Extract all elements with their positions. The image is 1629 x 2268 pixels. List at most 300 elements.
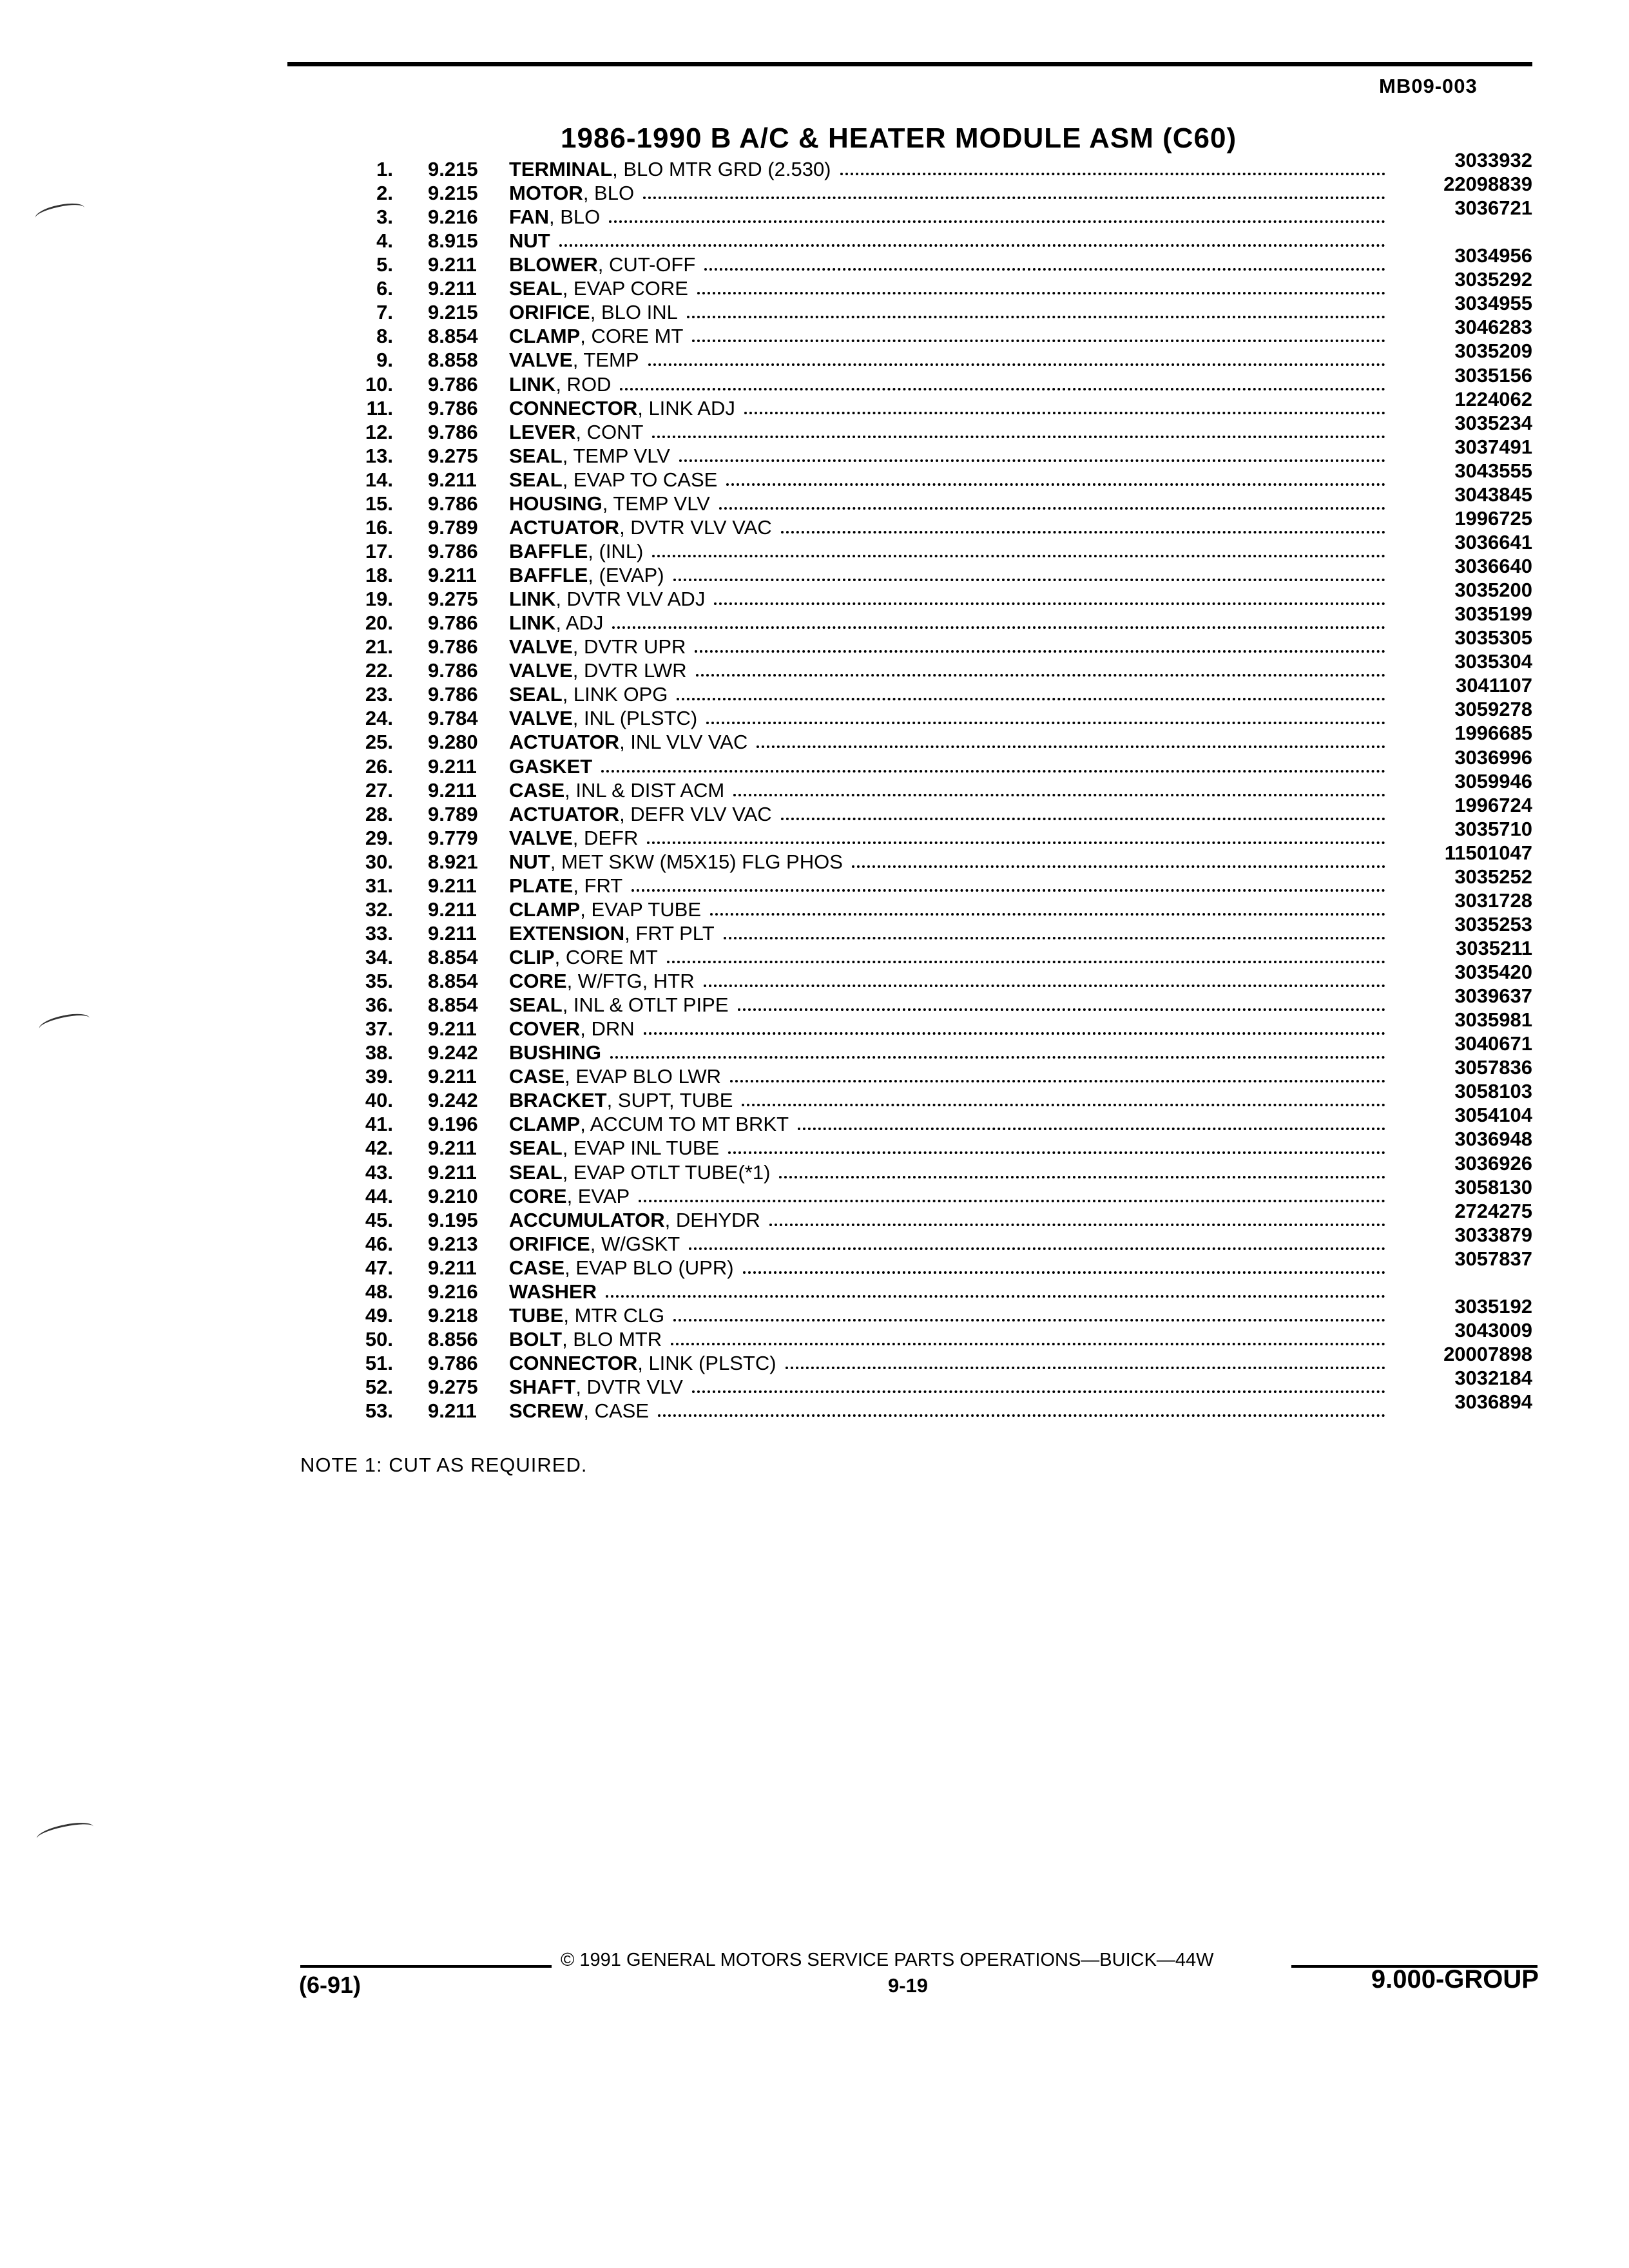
part-description xyxy=(509,1280,597,1303)
part-qualifier: , EVAP INL TUBE xyxy=(562,1137,720,1159)
part-description xyxy=(509,778,724,802)
group-number: 8.915 xyxy=(428,229,478,252)
part-name: VALVE xyxy=(509,659,573,682)
part-description xyxy=(509,1399,649,1423)
part-qualifier: , FRT xyxy=(573,874,623,897)
part-name: CLAMP xyxy=(509,898,581,921)
part-number: 3034955 xyxy=(1454,292,1532,314)
part-row xyxy=(0,436,1629,468)
part-description xyxy=(509,993,729,1017)
dot-leader xyxy=(769,1224,1385,1226)
part-name: MOTOR xyxy=(509,182,583,204)
item-number: 4. xyxy=(376,229,393,252)
item-number: 35. xyxy=(365,970,393,992)
item-number: 38. xyxy=(365,1041,393,1064)
part-qualifier: , CORE MT xyxy=(554,946,658,968)
item-number: 3. xyxy=(376,206,393,228)
part-row xyxy=(0,340,1629,372)
group-number: 9.784 xyxy=(428,707,478,729)
part-name: CONNECTOR xyxy=(509,1352,638,1374)
part-row xyxy=(0,1247,1629,1280)
group-number: 8.921 xyxy=(428,850,478,873)
part-number: 3036721 xyxy=(1454,197,1532,219)
part-row xyxy=(0,483,1629,515)
part-number: 3035156 xyxy=(1454,364,1532,387)
group-number: 9.786 xyxy=(428,683,478,706)
part-description xyxy=(509,205,600,229)
item-number: 47. xyxy=(365,1256,393,1279)
part-qualifier: , INL VLV VAC xyxy=(619,731,748,753)
part-number: 3035420 xyxy=(1454,961,1532,983)
part-qualifier: , DVTR VLV ADJ xyxy=(555,588,706,610)
group-number: 9.211 xyxy=(428,1256,477,1279)
dot-leader xyxy=(704,268,1385,271)
part-qualifier: , LINK OPG xyxy=(562,683,668,706)
item-number: 2. xyxy=(376,182,393,204)
item-number: 26. xyxy=(365,755,393,778)
part-qualifier: , W/FTG, HTR xyxy=(566,970,695,992)
part-description xyxy=(509,1017,635,1041)
item-number: 33. xyxy=(365,922,393,945)
item-number: 12. xyxy=(365,421,393,443)
part-qualifier: , BLO xyxy=(583,182,635,204)
part-row xyxy=(0,1200,1629,1232)
item-number: 36. xyxy=(365,994,393,1016)
item-number: 53. xyxy=(365,1399,393,1422)
part-row xyxy=(0,268,1629,300)
dot-leader xyxy=(673,579,1385,581)
dot-leader xyxy=(719,507,1385,510)
part-description xyxy=(509,1351,776,1375)
part-qualifier: , (EVAP) xyxy=(588,564,664,586)
part-number: 3036996 xyxy=(1454,746,1532,769)
dot-leader xyxy=(786,1367,1385,1369)
dot-leader xyxy=(706,722,1385,724)
part-number: 1996725 xyxy=(1454,507,1532,530)
part-row xyxy=(0,507,1629,539)
part-qualifier: , TEMP xyxy=(572,349,639,371)
part-row xyxy=(0,913,1629,945)
group-number: 9.275 xyxy=(428,1376,478,1398)
part-name: NUT xyxy=(509,229,550,252)
part-description xyxy=(509,181,634,205)
part-name: VALVE xyxy=(509,635,573,658)
part-qualifier: , CUT-OFF xyxy=(597,253,696,276)
item-number: 5. xyxy=(376,253,393,276)
part-row xyxy=(0,1367,1629,1399)
group-number: 9.211 xyxy=(428,253,477,276)
part-name: TUBE xyxy=(509,1304,564,1327)
dot-leader xyxy=(695,650,1385,653)
part-number: 3036640 xyxy=(1454,555,1532,577)
group-number: 9.211 xyxy=(428,755,477,778)
part-qualifier: , CORE MT xyxy=(580,325,684,347)
part-qualifier: , INL & DIST ACM xyxy=(564,779,725,802)
group-number: 9.211 xyxy=(428,898,477,921)
part-qualifier: , CASE xyxy=(583,1399,650,1422)
part-qualifier: , DVTR VLV xyxy=(575,1376,683,1398)
dot-leader xyxy=(644,1032,1385,1035)
group-number: 9.786 xyxy=(428,635,478,658)
item-number: 16. xyxy=(365,516,393,539)
group-number: 9.275 xyxy=(428,588,478,610)
part-name: ORIFICE xyxy=(509,1233,590,1255)
part-number: 3046283 xyxy=(1454,316,1532,338)
dot-leader xyxy=(606,1295,1385,1298)
part-name: VALVE xyxy=(509,827,573,849)
item-number: 44. xyxy=(365,1185,393,1207)
part-qualifier: , ADJ xyxy=(555,611,604,634)
part-description xyxy=(509,1208,760,1232)
binding-mark xyxy=(35,1819,95,1847)
part-name: SEAL xyxy=(509,1137,563,1159)
part-description xyxy=(509,1112,789,1136)
item-number: 48. xyxy=(365,1280,393,1303)
dot-leader xyxy=(714,602,1385,605)
part-description xyxy=(509,898,701,921)
part-name: CLAMP xyxy=(509,1113,581,1135)
group-number: 9.215 xyxy=(428,158,478,180)
dot-leader xyxy=(738,1008,1385,1011)
part-name: SCREW xyxy=(509,1399,584,1422)
part-row xyxy=(0,1104,1629,1136)
dot-leader xyxy=(798,1128,1385,1130)
item-number: 52. xyxy=(365,1376,393,1398)
group-number: 9.211 xyxy=(428,1399,477,1422)
dot-leader xyxy=(852,865,1385,868)
dot-leader xyxy=(730,1080,1385,1082)
part-number: 3036926 xyxy=(1454,1152,1532,1175)
dot-leader xyxy=(639,1200,1385,1202)
group-number: 8.854 xyxy=(428,970,478,992)
group-number: 9.210 xyxy=(428,1185,478,1207)
dot-leader xyxy=(679,459,1385,462)
part-description xyxy=(509,730,747,754)
dot-leader xyxy=(692,340,1385,342)
part-description xyxy=(509,921,715,945)
part-qualifier: , DEHYDR xyxy=(664,1209,760,1231)
group-number: 9.211 xyxy=(428,922,477,945)
part-row xyxy=(0,1224,1629,1256)
item-number: 27. xyxy=(365,779,393,802)
dot-leader xyxy=(610,1056,1385,1059)
dot-leader xyxy=(696,674,1385,677)
group-number: 9.213 xyxy=(428,1233,478,1255)
part-description xyxy=(509,874,622,898)
header-rule xyxy=(287,62,1532,66)
dot-leader xyxy=(742,1104,1385,1106)
part-name: SEAL xyxy=(509,445,563,467)
dot-leader xyxy=(652,436,1385,438)
part-row xyxy=(0,1295,1629,1327)
part-number: 3036894 xyxy=(1454,1390,1532,1413)
part-qualifier: , EVAP CORE xyxy=(562,277,688,300)
item-number: 11. xyxy=(366,397,393,419)
dot-leader xyxy=(652,555,1385,557)
part-number: 3057836 xyxy=(1454,1056,1532,1079)
part-name: CLIP xyxy=(509,946,555,968)
group-number: 9.211 xyxy=(428,874,477,897)
part-name: ACCUMULATOR xyxy=(509,1209,665,1231)
part-number: 3033879 xyxy=(1454,1224,1532,1246)
dot-leader xyxy=(704,985,1385,987)
part-description xyxy=(509,658,687,682)
part-name: CASE xyxy=(509,1065,565,1088)
part-qualifier: , ACCUM TO MT BRKT xyxy=(580,1113,789,1135)
part-row xyxy=(0,149,1629,181)
part-name: TERMINAL xyxy=(509,158,613,180)
part-description xyxy=(509,468,717,492)
part-row xyxy=(0,650,1629,682)
part-row xyxy=(0,1319,1629,1351)
item-number: 18. xyxy=(365,564,393,586)
group-number: 9.196 xyxy=(428,1113,478,1135)
part-row xyxy=(0,841,1629,874)
part-description xyxy=(509,444,670,468)
part-name: SEAL xyxy=(509,683,563,706)
part-number: 3034956 xyxy=(1454,244,1532,267)
dot-leader xyxy=(697,292,1385,294)
part-description xyxy=(509,754,592,778)
part-row xyxy=(0,173,1629,205)
part-qualifier: , LINK (PLSTC) xyxy=(637,1352,776,1374)
part-name: BRACKET xyxy=(509,1089,607,1111)
dot-leader xyxy=(677,698,1385,700)
group-number: 9.786 xyxy=(428,421,478,443)
part-row xyxy=(0,746,1629,778)
part-number: 3059278 xyxy=(1454,698,1532,720)
part-qualifier: , BLO xyxy=(549,206,601,228)
part-row xyxy=(0,674,1629,706)
dot-leader xyxy=(612,626,1385,629)
group-number: 9.786 xyxy=(428,611,478,634)
group-number: 9.211 xyxy=(428,1017,477,1040)
group-number: 9.211 xyxy=(428,564,477,586)
part-number: 22098839 xyxy=(1443,173,1532,195)
copyright-line: © 1991 GENERAL MOTORS SERVICE PARTS OPERATIONS—BUICK—44W xyxy=(561,1950,1214,1970)
part-description xyxy=(509,515,772,539)
part-row xyxy=(0,412,1629,444)
part-row xyxy=(0,794,1629,826)
part-name: CLAMP xyxy=(509,325,581,347)
part-name: GASKET xyxy=(509,755,593,778)
part-qualifier: , DEFR VLV VAC xyxy=(619,803,772,825)
part-number: 3033932 xyxy=(1454,149,1532,171)
part-row xyxy=(0,1390,1629,1423)
part-qualifier: , EVAP OTLT TUBE(*1) xyxy=(562,1161,771,1184)
page-title: 1986-1990 B A/C & HEATER MODULE ASM (C60) xyxy=(561,122,1237,154)
item-number: 46. xyxy=(365,1233,393,1255)
group-number: 9.280 xyxy=(428,731,478,753)
part-name: BAFFLE xyxy=(509,540,588,562)
part-name: COVER xyxy=(509,1017,581,1040)
part-name: NUT xyxy=(509,850,550,873)
part-row xyxy=(0,961,1629,993)
group-number: 8.856 xyxy=(428,1328,478,1350)
part-name: LINK xyxy=(509,373,556,396)
group-number: 9.211 xyxy=(428,468,477,491)
group-number: 9.218 xyxy=(428,1304,478,1327)
part-name: BAFFLE xyxy=(509,564,588,586)
part-name: ACTUATOR xyxy=(509,516,620,539)
group-number: 8.854 xyxy=(428,946,478,968)
part-description xyxy=(509,396,735,420)
part-number: 3043845 xyxy=(1454,483,1532,506)
group-number: 9.789 xyxy=(428,803,478,825)
part-number: 3035199 xyxy=(1454,602,1532,625)
dot-leader xyxy=(559,244,1385,247)
dot-leader xyxy=(648,363,1385,366)
part-qualifier: , EVAP BLO (UPR) xyxy=(564,1256,734,1279)
part-description xyxy=(509,1303,664,1327)
part-name: LINK xyxy=(509,588,556,610)
part-number: 3035304 xyxy=(1454,650,1532,673)
dot-leader xyxy=(744,412,1385,414)
group-number: 9.786 xyxy=(428,659,478,682)
part-qualifier: , DVTR UPR xyxy=(572,635,686,658)
dot-leader xyxy=(687,316,1385,318)
dot-leader xyxy=(743,1271,1385,1274)
part-number: 3035981 xyxy=(1454,1008,1532,1031)
group-number: 9.211 xyxy=(428,1065,477,1088)
part-row xyxy=(0,937,1629,969)
part-description xyxy=(509,635,686,658)
part-number: 3031728 xyxy=(1454,889,1532,912)
document-code: MB09-003 xyxy=(1379,75,1478,97)
part-description xyxy=(509,969,695,993)
part-qualifier: , DEFR xyxy=(572,827,639,849)
part-name: ACTUATOR xyxy=(509,731,620,753)
part-number: 2724275 xyxy=(1454,1200,1532,1222)
item-number: 40. xyxy=(365,1089,393,1111)
dot-leader xyxy=(631,889,1385,892)
part-description xyxy=(509,276,688,300)
dot-leader xyxy=(673,1319,1385,1321)
part-description xyxy=(509,1088,733,1112)
part-description xyxy=(509,157,831,181)
group-number: 9.242 xyxy=(428,1089,478,1111)
part-qualifier: , TEMP VLV xyxy=(602,492,710,515)
part-description xyxy=(509,1232,680,1256)
part-qualifier: , DRN xyxy=(580,1017,635,1040)
group-number: 9.242 xyxy=(428,1041,478,1064)
part-name: CORE xyxy=(509,1185,567,1207)
item-number: 29. xyxy=(365,827,393,849)
part-description xyxy=(509,492,710,515)
dot-leader xyxy=(724,937,1385,939)
part-qualifier: , EVAP TUBE xyxy=(580,898,702,921)
part-qualifier: , (INL) xyxy=(588,540,644,562)
part-description xyxy=(509,348,639,372)
part-name: ACTUATOR xyxy=(509,803,620,825)
item-number: 6. xyxy=(376,277,393,300)
item-number: 20. xyxy=(365,611,393,634)
part-qualifier: , DVTR VLV VAC xyxy=(619,516,772,539)
dot-leader xyxy=(601,770,1385,773)
item-number: 39. xyxy=(365,1065,393,1088)
part-qualifier: , TEMP VLV xyxy=(562,445,670,467)
item-number: 34. xyxy=(365,946,393,968)
part-qualifier: , FRT PLT xyxy=(624,922,715,945)
part-description xyxy=(509,1160,770,1184)
item-number: 41. xyxy=(365,1113,393,1135)
part-row xyxy=(0,1152,1629,1184)
part-qualifier: , EVAP TO CASE xyxy=(562,468,718,491)
dot-leader xyxy=(620,388,1385,390)
group-label: 9.000-GROUP xyxy=(1371,1965,1539,1994)
part-row xyxy=(0,388,1629,420)
part-description xyxy=(509,539,643,563)
part-number: 3035200 xyxy=(1454,579,1532,601)
date-code: (6-91) xyxy=(299,1972,361,1998)
dot-leader xyxy=(779,1176,1385,1178)
part-name: CONNECTOR xyxy=(509,397,638,419)
dot-leader xyxy=(840,173,1385,175)
part-row xyxy=(0,1032,1629,1064)
item-number: 1. xyxy=(376,158,393,180)
part-name: CASE xyxy=(509,1256,565,1279)
part-number: 1996724 xyxy=(1454,794,1532,816)
part-description xyxy=(509,611,603,635)
dot-leader xyxy=(647,841,1385,844)
part-qualifier: , MTR CLG xyxy=(563,1304,665,1327)
part-number: 3035305 xyxy=(1454,626,1532,649)
part-name: LINK xyxy=(509,611,556,634)
item-number: 22. xyxy=(365,659,393,682)
part-description xyxy=(509,1256,734,1280)
item-number: 14. xyxy=(365,468,393,491)
item-number: 50. xyxy=(365,1328,393,1350)
part-number: 3059946 xyxy=(1454,770,1532,793)
part-qualifier: , DVTR LWR xyxy=(572,659,687,682)
part-description xyxy=(509,802,772,826)
part-row xyxy=(0,770,1629,802)
part-row xyxy=(0,889,1629,921)
dot-leader xyxy=(671,1343,1385,1345)
part-qualifier: , ROD xyxy=(555,373,612,396)
part-row xyxy=(0,292,1629,324)
part-description xyxy=(509,945,658,969)
part-number: 3057837 xyxy=(1454,1247,1532,1270)
part-qualifier: , INL & OTLT PIPE xyxy=(562,994,729,1016)
part-number: 1996685 xyxy=(1454,722,1532,744)
part-name: VALVE xyxy=(509,707,573,729)
item-number: 30. xyxy=(365,850,393,873)
item-number: 19. xyxy=(365,588,393,610)
item-number: 7. xyxy=(376,301,393,323)
part-description xyxy=(509,850,843,874)
part-name: BLOWER xyxy=(509,253,598,276)
part-qualifier: , SUPT, TUBE xyxy=(606,1089,733,1111)
dot-leader xyxy=(710,913,1385,916)
part-number: 3035234 xyxy=(1454,412,1532,434)
part-row xyxy=(0,555,1629,587)
item-number: 51. xyxy=(365,1352,393,1374)
part-name: SHAFT xyxy=(509,1376,576,1398)
group-number: 9.779 xyxy=(428,827,478,849)
part-number: 3035209 xyxy=(1454,340,1532,362)
part-number: 3035192 xyxy=(1454,1295,1532,1318)
dot-leader xyxy=(689,1247,1385,1250)
dot-leader xyxy=(609,220,1385,223)
group-number: 8.854 xyxy=(428,994,478,1016)
page-number: 9-19 xyxy=(888,1974,929,1997)
group-number: 9.195 xyxy=(428,1209,478,1231)
part-number: 3043555 xyxy=(1454,459,1532,482)
group-number: 9.216 xyxy=(428,206,478,228)
part-number: 20007898 xyxy=(1443,1343,1532,1365)
item-number: 45. xyxy=(365,1209,393,1231)
